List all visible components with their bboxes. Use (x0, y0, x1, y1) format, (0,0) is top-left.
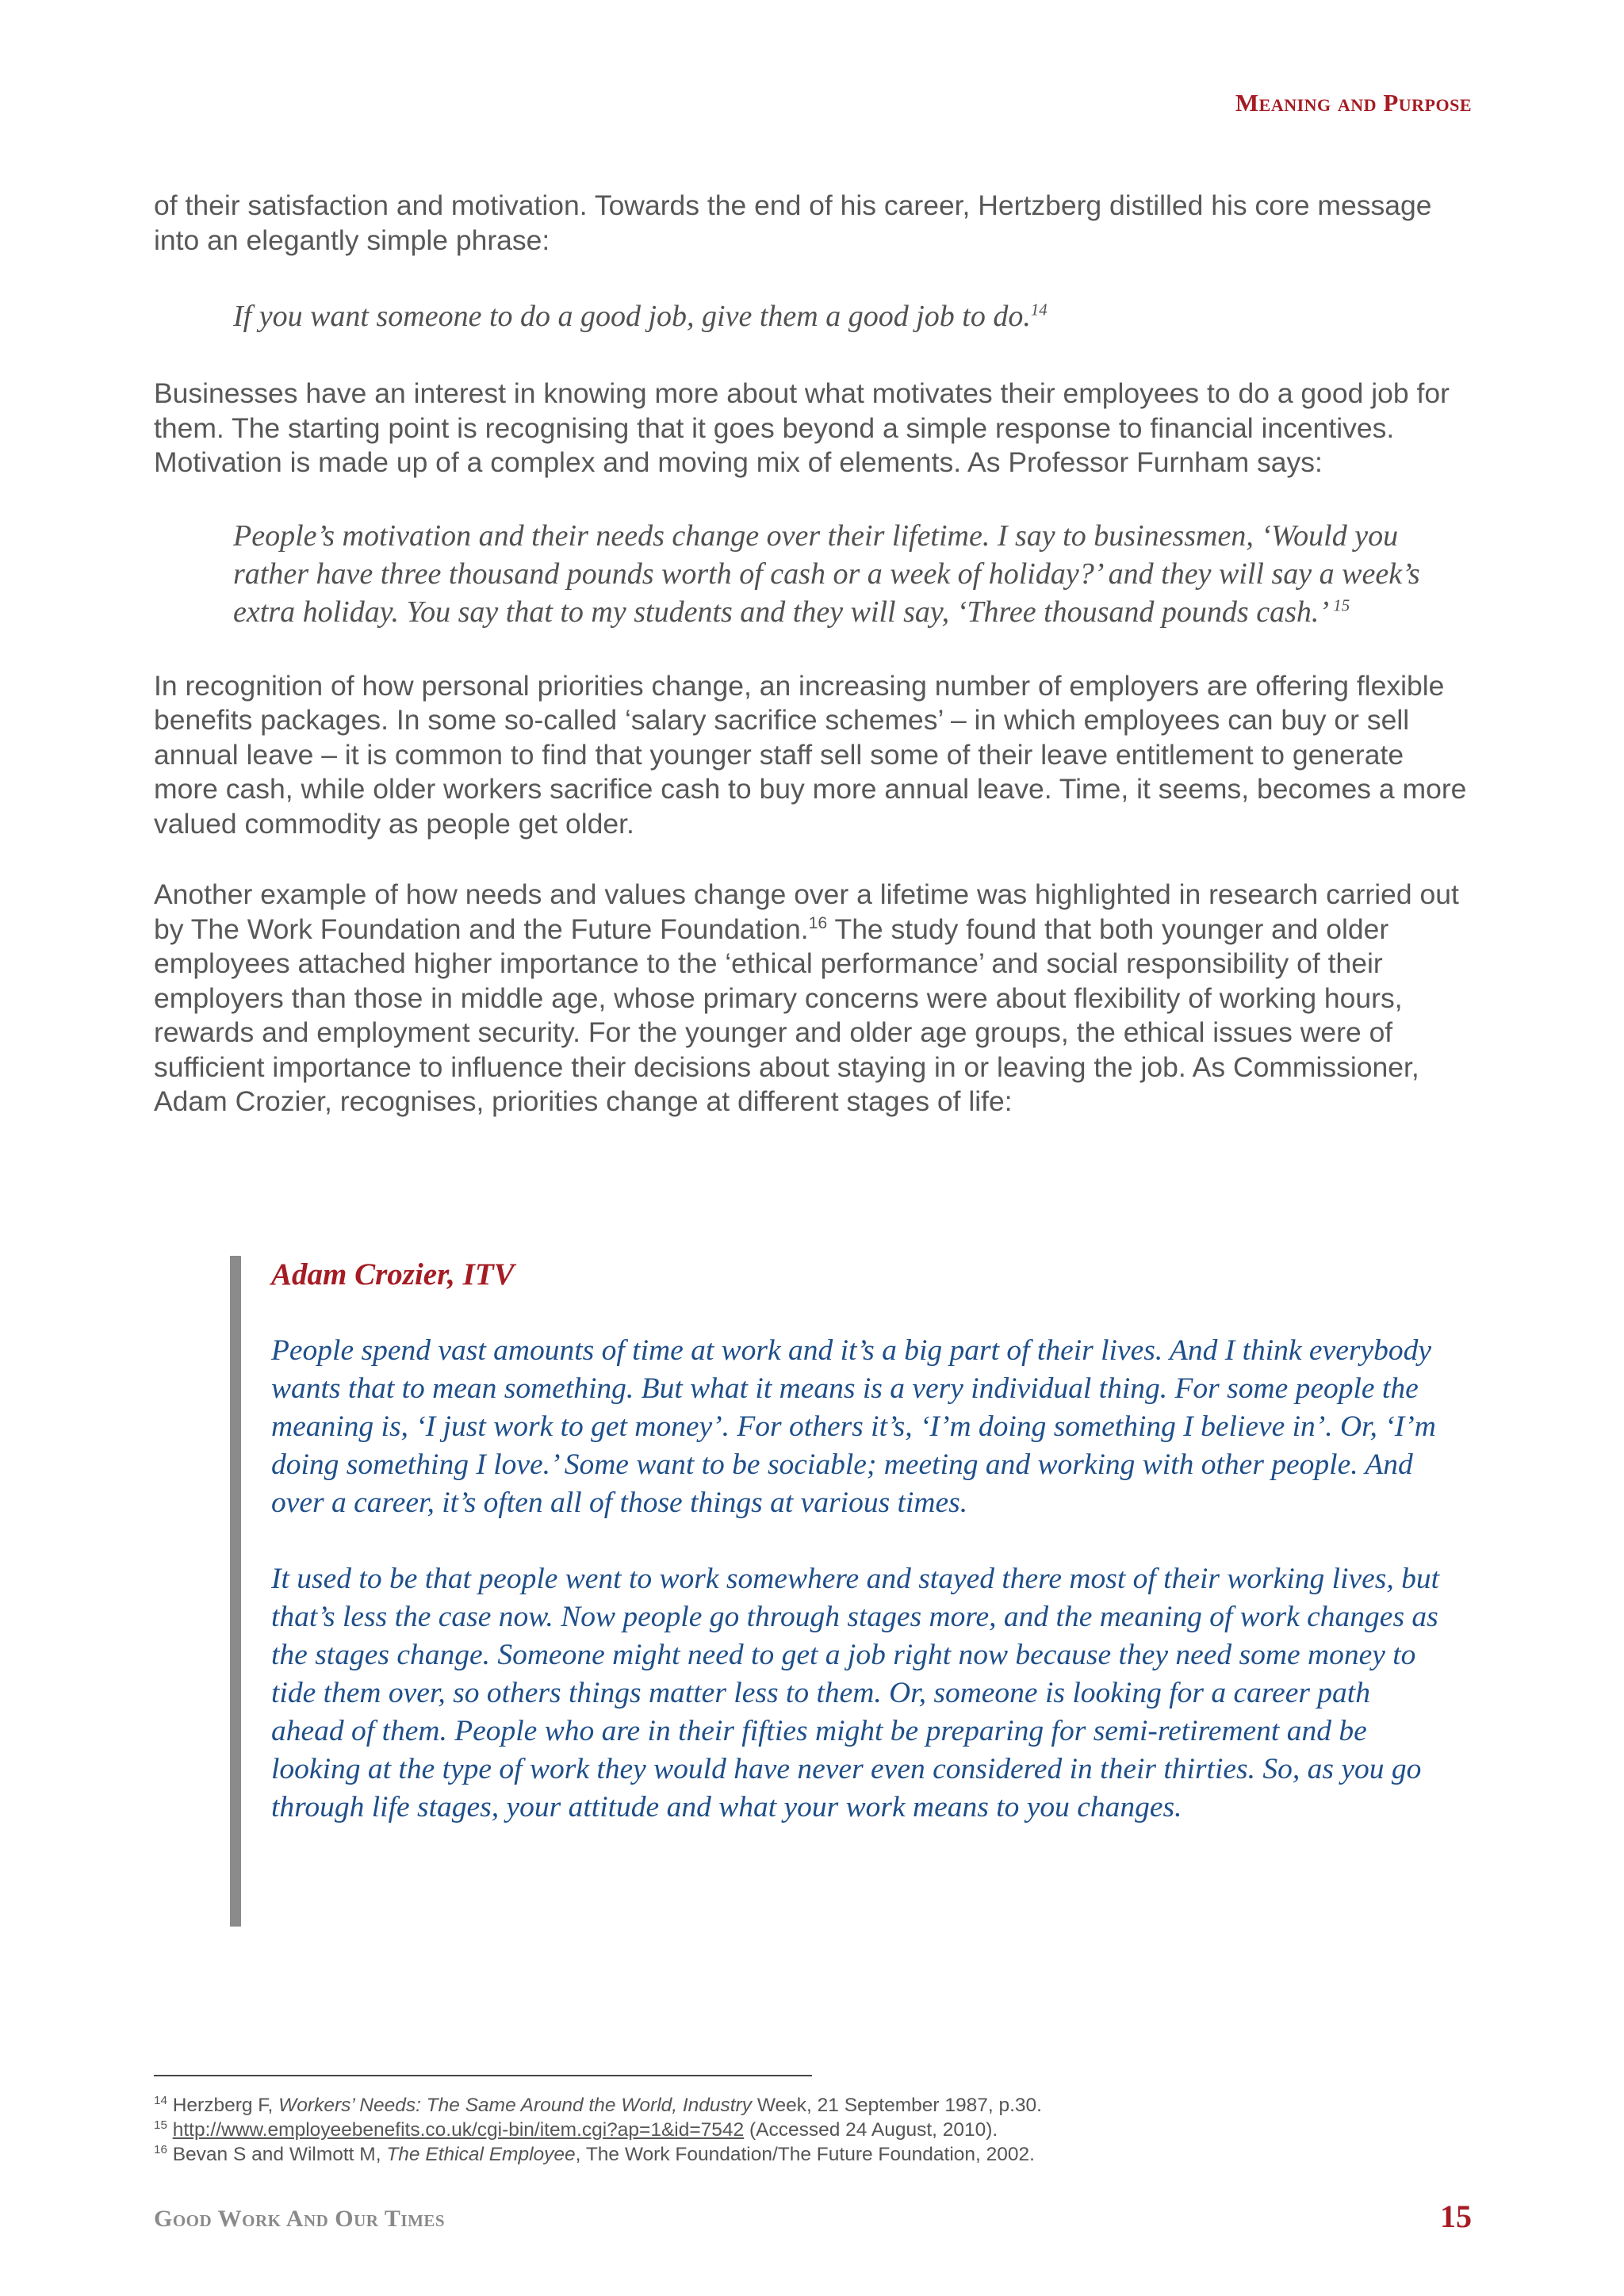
footnote-text: Week, 21 September 1987, p.30. (752, 2095, 1042, 2116)
footnote-italic: Workers’ Needs: The Same Around the World, Industry (278, 2095, 753, 2116)
footnote-ref-15[interactable]: 15 (1333, 595, 1350, 614)
footnote-ref-14[interactable]: 14 (1030, 300, 1048, 320)
footnote-text: , The Work Foundation/The Future Foundation, 2002. (575, 2144, 1035, 2165)
footnote-ref-16[interactable]: 16 (808, 913, 828, 932)
footnote-text: (Accessed 24 August, 2010). (744, 2119, 998, 2141)
callout-accent-bar (230, 1256, 241, 1927)
footnote-16 (154, 2142, 1423, 2167)
footer-report-title: Good Work And Our Times (154, 2206, 446, 2232)
interview-callout (230, 1256, 1443, 1927)
footnote-number: 16 (154, 2142, 167, 2156)
running-head: Meaning and Purpose (1235, 89, 1472, 117)
callout-title: Adam Crozier, ITV (271, 1257, 515, 1292)
paragraph-text: The study found that both younger and older employees attached higher importance to the ‘ethical performance’ and social responsibility of their employers than those in middle age, whose primary concerns were about flexibility of working hours, rewards and employment security. For the younger and older age groups, the ethical issues were of sufficient importance to influence their decisions about staying in or leaving the job. As Commissioner, Adam Crozier, recognises, priorities change at different stages of life: (154, 913, 1419, 1117)
footnote-text: Herzberg F, (172, 2095, 279, 2116)
pull-quote-herzberg (233, 297, 1470, 335)
body-paragraph-2: Businesses have an interest in knowing more about what motivates their employees to do a good job for them. The starting point is recognising that it goes beyond a simple response to financial incentives. Motivation is made up of a complex and moving mix of elements. As Professor Furnham says: (154, 377, 1450, 478)
callout-paragraph-2: It used to be that people went to work somewhere and stayed there most of their working lives, but that’s less the case now. Now people go through stages more, and the meaning of work changes as the stages change. Someone might need to get a job right now because they need some money to tide them over, so others things matter less to them. Or, someone is looking for a career path ahead of them. People who are in their fifties might be preparing for semi-retirement and be looking at the type of work they would have never even considered in their thirties. So, as you go through life stages, your attitude and what your work means to you changes. (271, 1563, 1440, 1823)
footnote-divider (154, 2075, 812, 2076)
page-number: 15 (1440, 2198, 1472, 2234)
footnote-14 (154, 2093, 1423, 2118)
body-paragraph-4 (154, 878, 1475, 1119)
footnote-15 (154, 2118, 1423, 2142)
footnote-text: Bevan S and Wilmott M, (172, 2144, 387, 2165)
pull-quote-furnham (233, 517, 1470, 631)
footnote-number: 15 (154, 2118, 167, 2132)
footnote-link[interactable]: http://www.employeebenefits.co.uk/cgi-bin/item.cgi?ap=1&id=7542 (172, 2119, 745, 2141)
quote-text: If you want someone to do a good job, give them a good job to do. (233, 300, 1031, 333)
body-paragraph-1: of their satisfaction and motivation. Towards the end of his career, Hertzberg distilled his core message into an elegantly simple phrase: (154, 189, 1432, 256)
paragraph-text: Another example of how needs and values change over a lifetime was highlighted in research carried out by The Work Foundation and the Future Foundation. (154, 878, 1459, 945)
footnotes (154, 2093, 1423, 2167)
quote-text: People’s motivation and their needs change over their lifetime. I say to businessmen, ‘Would you rather have three thousand pounds worth of cash or a week of holiday?’ and they will say a week’s extra holiday. You say that to my students and they will say, ‘Three thousand pounds cash.’ (233, 519, 1420, 629)
footnote-italic: The Ethical Employee (386, 2144, 576, 2165)
footnote-number: 14 (154, 2093, 167, 2107)
body-paragraph-3: In recognition of how personal priorities change, an increasing number of employers are offering flexible benefits packages. In some so-called ‘salary sacrifice schemes’ – in which employees can buy or sell annual leave – it is common to find that younger staff sell some of their leave entitlement to generate more cash, while older workers sacrifice cash to buy more annual leave. Time, it seems, becomes a more valued commodity as people get older. (154, 669, 1467, 840)
main-content (154, 189, 1475, 1156)
callout-paragraph-1: People spend vast amounts of time at work and it’s a big part of their lives. And I think everybody wants that to mean something. But what it means is a very individual thing. For some people the meaning is, ‘I just work to get money’. For others it’s, ‘I’m doing something I believe in’. Or, ‘I’m doing something I love.’ Some want to be sociable; meeting and working with other people. And over a career, it’s often all of those things at various times. (271, 1334, 1436, 1519)
callout-body (271, 1256, 1443, 1865)
